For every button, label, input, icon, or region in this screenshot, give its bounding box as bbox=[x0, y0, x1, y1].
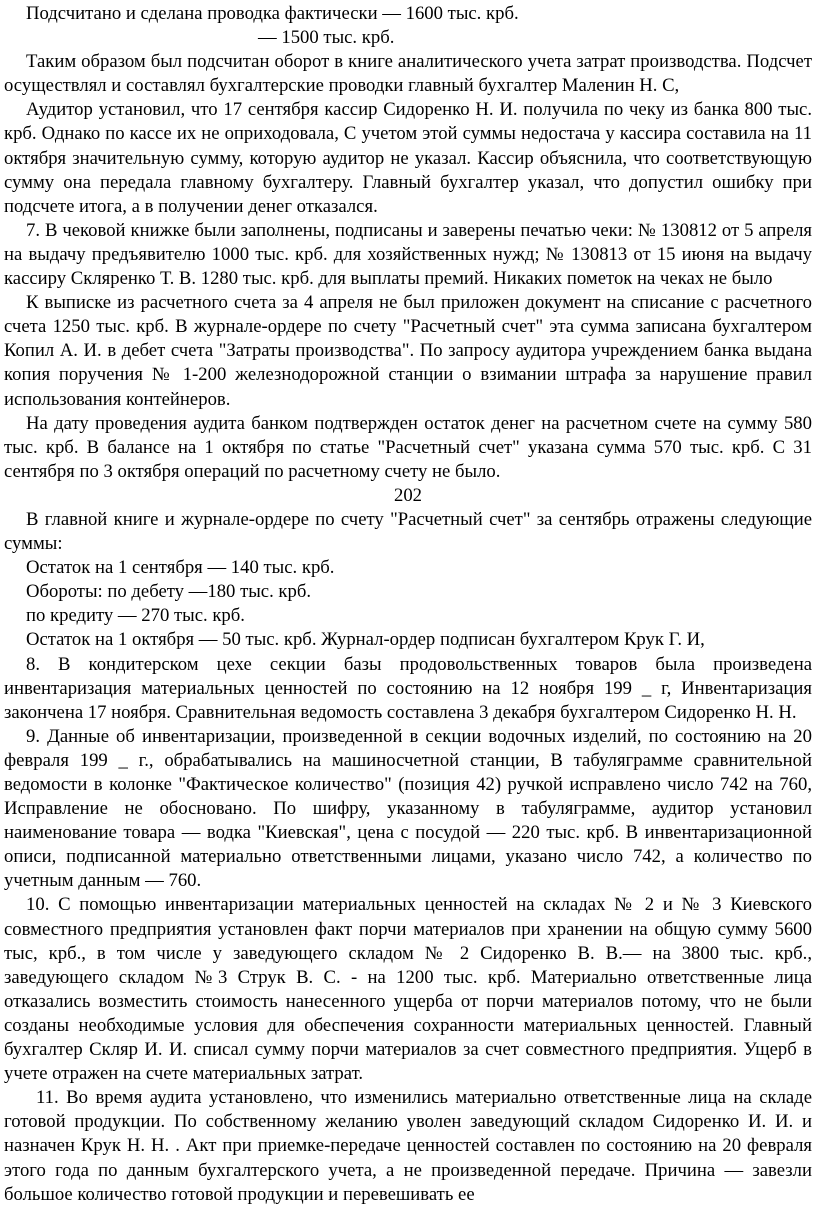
paragraph-bank-statement: К выписке из расчетного счета за 4 апреля не был приложен документ на списание с расчетного счета 1250 тыс. крб. В журнале-ордере по счету "Расчетный счет" эта сумма записана бухгалтером Копил А. И. в дебет счета "Затраты производства". По запросу аудитора учреждением банка выдана копия поручения № 1-200 железнодорожной станции о взимании штрафа за нарушение правил использования контейнеров. bbox=[4, 292, 812, 410]
paragraph-item-11: 11. Во время аудита установлено, что изменились материально ответственные лица на складе готовой продукции. По собственному желанию уволен заведующий складом Сидоренко И. И. и назначен Крук Н. Н. . Акт при приемке-передаче ценностей составлен по состоянию на 20 февраля этого года по данным бухгалтерского учета, а не произведенной передаче. Причина — завезли большое количество готовой продукции и перевешивать ее bbox=[4, 1087, 812, 1205]
paragraph-item-7: 7. В чековой книжке были заполнены, подписаны и заверены печатью чеки: № 130812 от 5 апреля на выдачу предъявителю 1000 тыс. крб. для хозяйственных нужд; № 130813 от 15 июня на выдачу кассиру Скляренко Т. В. 1280 тыс. крб. для выплаты премий. Никаких пометок на чеках не было bbox=[4, 219, 812, 290]
paragraph-ledger: В главной книге и журнале-ордере по счету "Расчетный счет" за сентябрь отражены следующие суммы: bbox=[4, 508, 812, 555]
paragraph-cashier: Аудитор установил, что 17 сентября кассир Сидоренко Н. И. получила по чеку из банка 800 тыс. крб. Однако по кассе их не оприходовала, С учетом этой суммы недостача у кассира составила на 11 октября значительную сумму, которую аудитор не указал. Кассир объяснила, что соответствующую сумму она передала главному бухгалтеру. Главный бухгалтер указал, что допустил ошибку при подсчете итога, а в получении денег отказался. bbox=[4, 99, 812, 217]
paragraph-item-8: 8. В кондитерском цехе секции базы продовольственных товаров была произведена инвентаризация материальных ценностей по состоянию на 12 ноября 199 _ г, Инвентаризация закончена 17 ноября. Сравнительная ведомость составлена 3 декабря бухгалтером Сидоренко Н. Н. bbox=[4, 653, 812, 723]
list-line-credit: по кредиту — 270 тыс. крб. bbox=[26, 605, 245, 627]
header-line-1: Подсчитано и сделана проводка фактически — 1600 тыс. крб. bbox=[26, 3, 519, 24]
paragraph-balance: На дату проведения аудита банком подтвержден остаток денег на расчетном счете на сумму 580 тыс. крб. В балансе на 1 октября по статье "Расчетный счет" указана сумма 570 тыс. крб. С 31 сентября по 3 октября операций по расчетному счету не было. bbox=[4, 412, 812, 482]
paragraph-turnover: Таким образом был подсчитан оборот в книге аналитического учета затрат производства. Подсчет осуществлял и составлял бухгалтерские проводки главный бухгалтер Маленин Н. С, bbox=[4, 51, 812, 97]
paragraph-item-9: 9. Данные об инвентаризации, произведенной в секции водочных изделий, по состоянию на 20 февраля 199 _ г., обрабатывались на машиносчетной станции, В табуляграмме сравнительной ведомости в колонке "Фактическое количество" (позиция 42) ручкой исправлено число 742 на 760, Исправление не обосновано. По шифру, указанному в табуляграмме, аудитор установил наименование товара — водка "Киевская", цена с посудой — 220 тыс. крб. В инвентаризационной описи, подписанной материально ответственными лицами, указано число 742, а количество по учетным данным — 760. bbox=[4, 725, 812, 892]
list-line-opening-balance: Остаток на 1 сентября — 140 тыс. крб. bbox=[26, 557, 335, 579]
header-line-2: — 1500 тыс. крб. bbox=[258, 27, 395, 49]
list-line-closing-balance: Остаток на 1 октября — 50 тыс. крб. Журнал-ордер подписан бухгалтером Крук Г. И, bbox=[26, 629, 705, 651]
page-number: 202 bbox=[393, 484, 423, 506]
paragraph-item-10: 10. С помощью инвентаризации материальных ценностей на складах № 2 и № 3 Киевского совместного предприятия установлен факт порчи материалов при хранении на общую сумму 5600 тыс, крб., в том числе у заведующего складом № 2 Сидоренко В. В.— на 3800 тыс. крб., заведующего складом №3 Струк В. С. - на 1200 тыс. крб. Материально ответственные лица отказались возместить стоимость нанесенного ущерба от порчи материалов потому, что не были созданы необходимые условия для обеспечения сохранности материальных ценностей. Главный бухгалтер Скляр И. И. списал сумму порчи материалов за счет совместного предприятия. Ущерб в учете отражен на счете материальных затрат. bbox=[4, 894, 812, 1085]
list-line-debit: Обороты: по дебету —180 тыс. крб. bbox=[26, 581, 312, 603]
